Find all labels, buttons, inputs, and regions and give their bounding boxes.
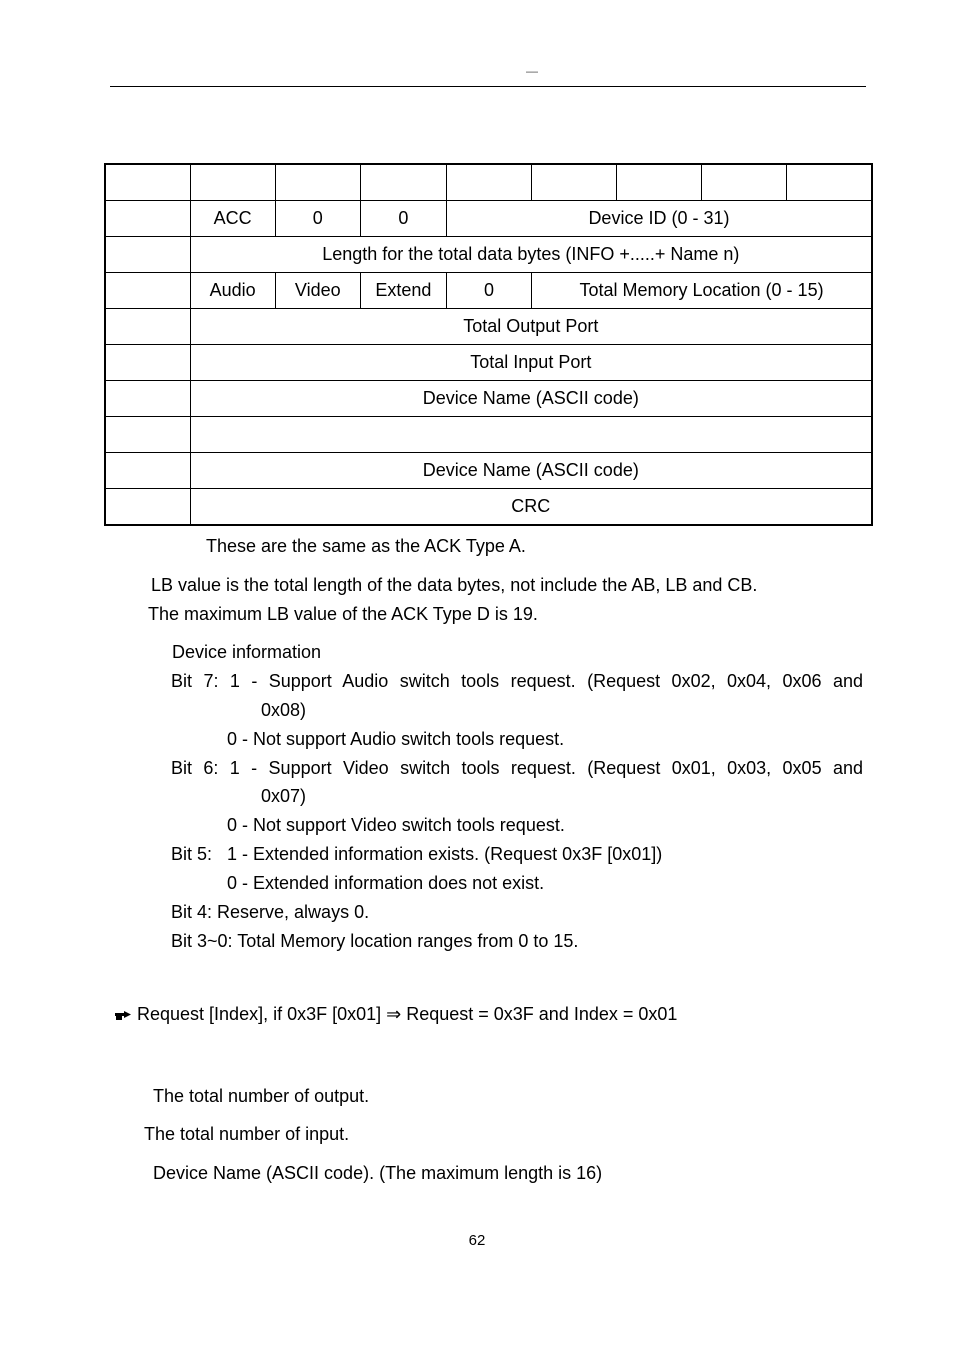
acc-cell: ACC — [190, 201, 275, 237]
header-rule — [110, 86, 866, 87]
bit5-line2: 0 - Extended information does not exist. — [227, 873, 545, 893]
input-description: The total number of input. — [144, 1124, 350, 1144]
table-row — [105, 237, 872, 273]
device-id-cell: Device ID (0 - 31) — [446, 201, 872, 237]
page-number: 62 — [468, 1232, 486, 1249]
device-name-cell: Device Name (ASCII code) — [190, 381, 872, 417]
audio-cell: Audio — [190, 273, 275, 309]
bit6-line2: 0x07) — [261, 786, 307, 806]
bit6-cell: 0 — [275, 201, 360, 237]
length-cell: Length for the total data bytes (INFO +.....+ Name n) — [190, 237, 872, 273]
request-index-note: Request [Index], if 0x3F [0x01] ⇒ Request = 0x3F and Index = 0x01 — [137, 1004, 678, 1024]
table-row — [105, 453, 872, 489]
table-cell — [105, 417, 190, 453]
table-row — [105, 309, 872, 345]
table-cell — [446, 164, 531, 201]
table-cell — [105, 237, 190, 273]
bit3-0-line: Bit 3~0: Total Memory location ranges from 0 to 15. — [171, 931, 579, 951]
table-cell — [190, 164, 275, 201]
table-cell — [105, 345, 190, 381]
same-as-text: These are the same as the ACK Type A. — [206, 536, 526, 556]
table-cell — [105, 164, 190, 201]
table-row — [105, 417, 872, 453]
device-name-cell: Device Name (ASCII code) — [190, 453, 872, 489]
input-port-cell: Total Input Port — [190, 345, 872, 381]
header-mark: — — [526, 64, 538, 78]
crc-cell: CRC — [190, 489, 872, 526]
table-cell — [190, 417, 872, 453]
table-row — [105, 201, 872, 237]
table-cell — [275, 164, 360, 201]
lb-description-line2: The maximum LB value of the ACK Type D is 19. — [148, 604, 538, 624]
output-port-cell: Total Output Port — [190, 309, 872, 345]
bit5-line1: Bit 5: 1 - Extended information exists. (Request 0x3F [0x01]) — [171, 844, 663, 864]
table-row — [105, 345, 872, 381]
lb-description-line1: LB value is the total length of the data bytes, not include the AB, LB and CB. — [151, 575, 758, 595]
memory-cell: Total Memory Location (0 - 15) — [532, 273, 872, 309]
ack-type-d-table — [104, 163, 873, 526]
bit5-cell: 0 — [360, 201, 446, 237]
device-name-description: Device Name (ASCII code). (The maximum length is 16) — [153, 1163, 603, 1183]
table-row — [105, 273, 872, 309]
bit7-line3: 0 - Not support Audio switch tools request. — [227, 729, 565, 749]
video-cell: Video — [275, 273, 360, 309]
reserve-cell: 0 — [446, 273, 531, 309]
bit4-line: Bit 4: Reserve, always 0. — [171, 902, 370, 922]
output-description: The total number of output. — [153, 1086, 370, 1106]
table-row — [105, 164, 872, 201]
table-row — [105, 489, 872, 526]
bit7-line1: Bit 7: 1 - Support Audio switch tools request. (Request 0x02, 0x04, 0x06 and — [171, 671, 863, 691]
table-cell — [360, 164, 446, 201]
table-cell — [105, 309, 190, 345]
pointing-hand-icon — [114, 1006, 132, 1020]
table-cell — [105, 489, 190, 526]
table-cell — [105, 453, 190, 489]
table-cell — [787, 164, 872, 201]
table-cell — [617, 164, 702, 201]
extend-cell: Extend — [360, 273, 446, 309]
bit6-line1: Bit 6: 1 - Support Video switch tools request. (Request 0x01, 0x03, 0x05 and — [171, 758, 863, 778]
table-row — [105, 381, 872, 417]
bit6-line3: 0 - Not support Video switch tools request. — [227, 815, 565, 835]
table-cell — [105, 273, 190, 309]
table-cell — [532, 164, 617, 201]
table-cell — [105, 201, 190, 237]
device-info-heading: Device information — [172, 642, 322, 662]
table-cell — [702, 164, 787, 201]
bit7-line2: 0x08) — [261, 700, 307, 720]
table-cell — [105, 381, 190, 417]
